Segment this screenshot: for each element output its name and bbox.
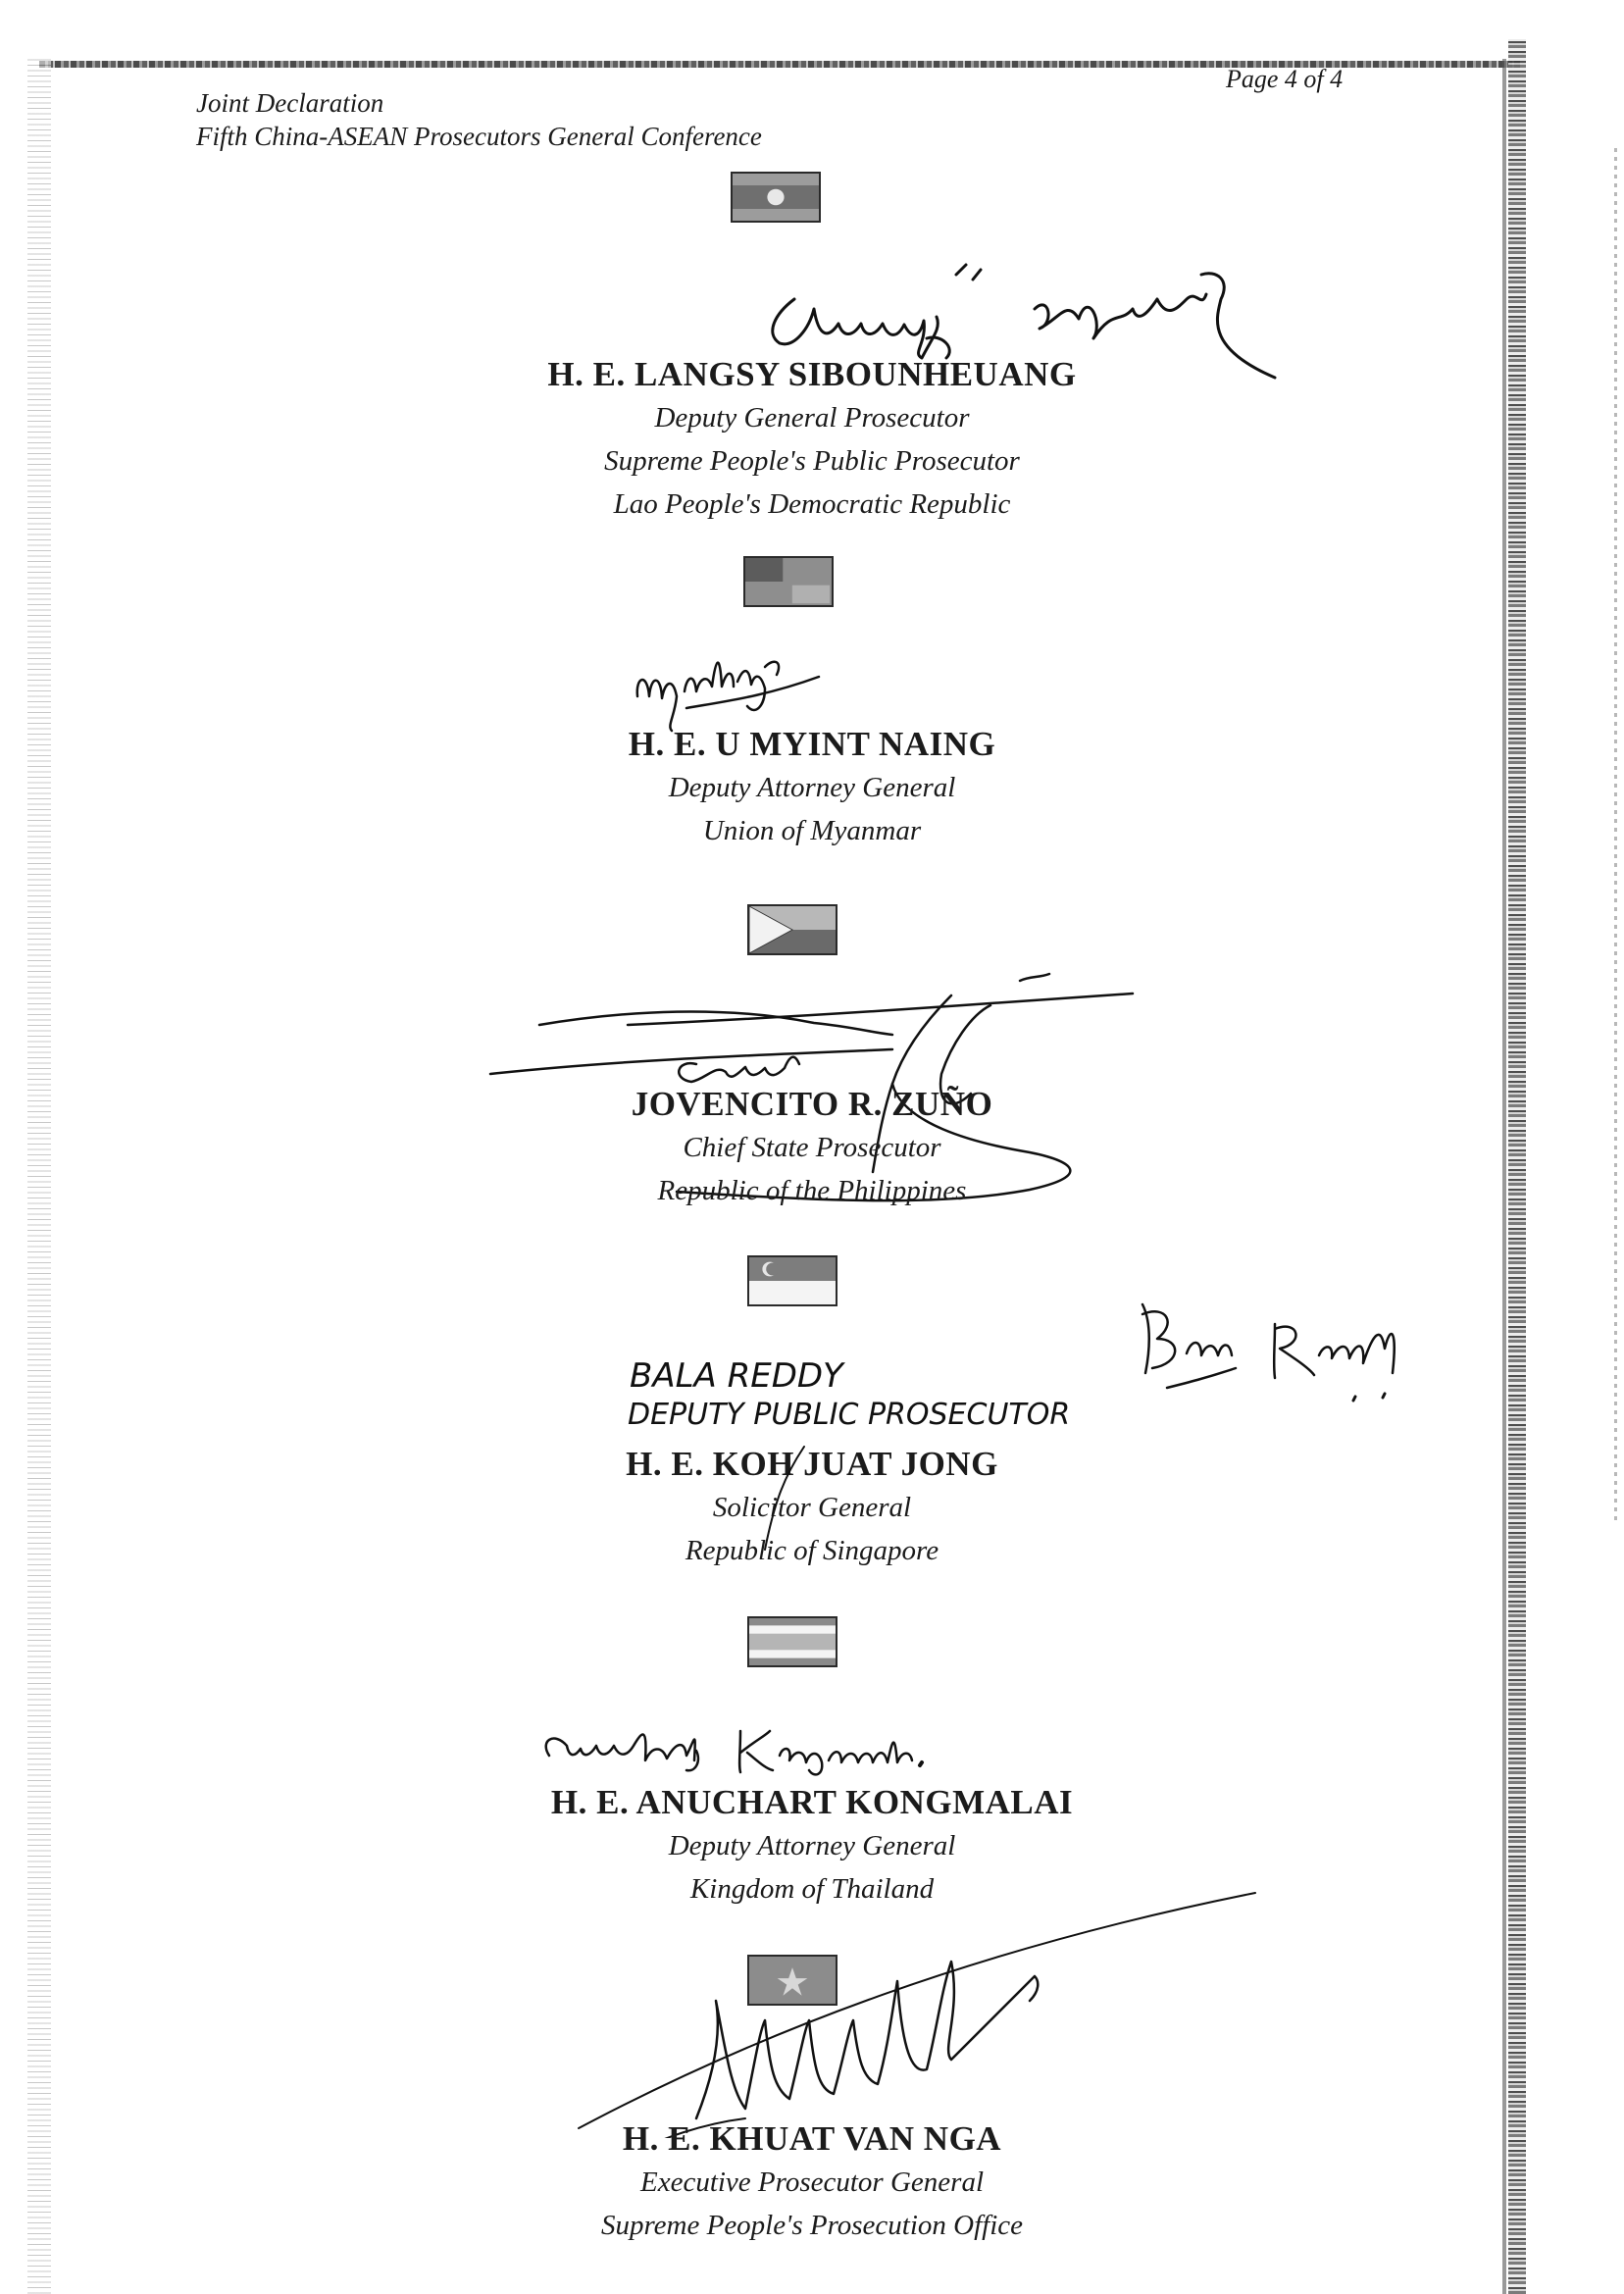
- signatory-title: Lao People's Democratic Republic: [613, 488, 1011, 520]
- signatory-name: JOVENCITO R. ZUÑO: [631, 1085, 993, 1123]
- signatory-philippines: [0, 1083, 1624, 1212]
- flag-myanmar: [743, 556, 834, 607]
- flag-philippines: [747, 904, 837, 955]
- signatory-title: Republic of the Philippines: [657, 1175, 967, 1206]
- signatory-title: Deputy General Prosecutor: [654, 402, 970, 433]
- header-line-2: Fifth China-ASEAN Prosecutors General Conference: [196, 122, 762, 151]
- signatory-name: H. E. LANGSY SIBOUNHEUANG: [547, 355, 1077, 393]
- signatory-title: Supreme People's Public Prosecutor: [604, 445, 1020, 477]
- signatory-thailand: [0, 1781, 1624, 1911]
- signatory-vietnam: [0, 2117, 1624, 2247]
- flag-thailand: [747, 1616, 837, 1667]
- flag-singapore: [747, 1255, 837, 1306]
- signature-singapore: [1128, 1295, 1432, 1412]
- signatory-name: H. E. KHUAT VAN NGA: [622, 2119, 1002, 2158]
- signatory-title: Deputy Attorney General: [668, 1830, 956, 1861]
- signatory-myanmar: [0, 723, 1624, 852]
- signatory-title: Kingdom of Thailand: [689, 1873, 935, 1905]
- signatory-name: H. E. ANUCHART KONGMALAI: [550, 1783, 1074, 1821]
- signatory-name: H. E. U MYINT NAING: [628, 725, 996, 763]
- signatory-title: Supreme People's Prosecution Office: [600, 2210, 1024, 2241]
- signatory-singapore: [0, 1443, 1624, 1572]
- signatory-laos: [0, 353, 1624, 526]
- flag-laos: [731, 172, 821, 223]
- handwritten-title: DEPUTY PUBLIC PROSECUTOR: [628, 1398, 1071, 1432]
- signatory-title: Republic of Singapore: [685, 1535, 939, 1566]
- header-line-1: Joint Declaration: [196, 88, 384, 118]
- handwritten-name: BALA REDDY: [630, 1356, 843, 1396]
- document-header: [196, 86, 762, 153]
- page-number: Page 4 of 4: [1226, 65, 1344, 93]
- flag-vietnam: [747, 1955, 837, 2006]
- signature-vietnam: [549, 1883, 1275, 2138]
- signatory-name: H. E. KOH JUAT JONG: [626, 1445, 998, 1483]
- signature-thailand: [530, 1711, 1020, 1780]
- signatory-title: Executive Prosecutor General: [639, 2167, 984, 2198]
- signatory-title: Union of Myanmar: [702, 815, 922, 846]
- signatory-title: Chief State Prosecutor: [683, 1132, 941, 1163]
- signatory-title: Deputy Attorney General: [668, 772, 956, 803]
- signatory-title: Solicitor General: [712, 1492, 912, 1523]
